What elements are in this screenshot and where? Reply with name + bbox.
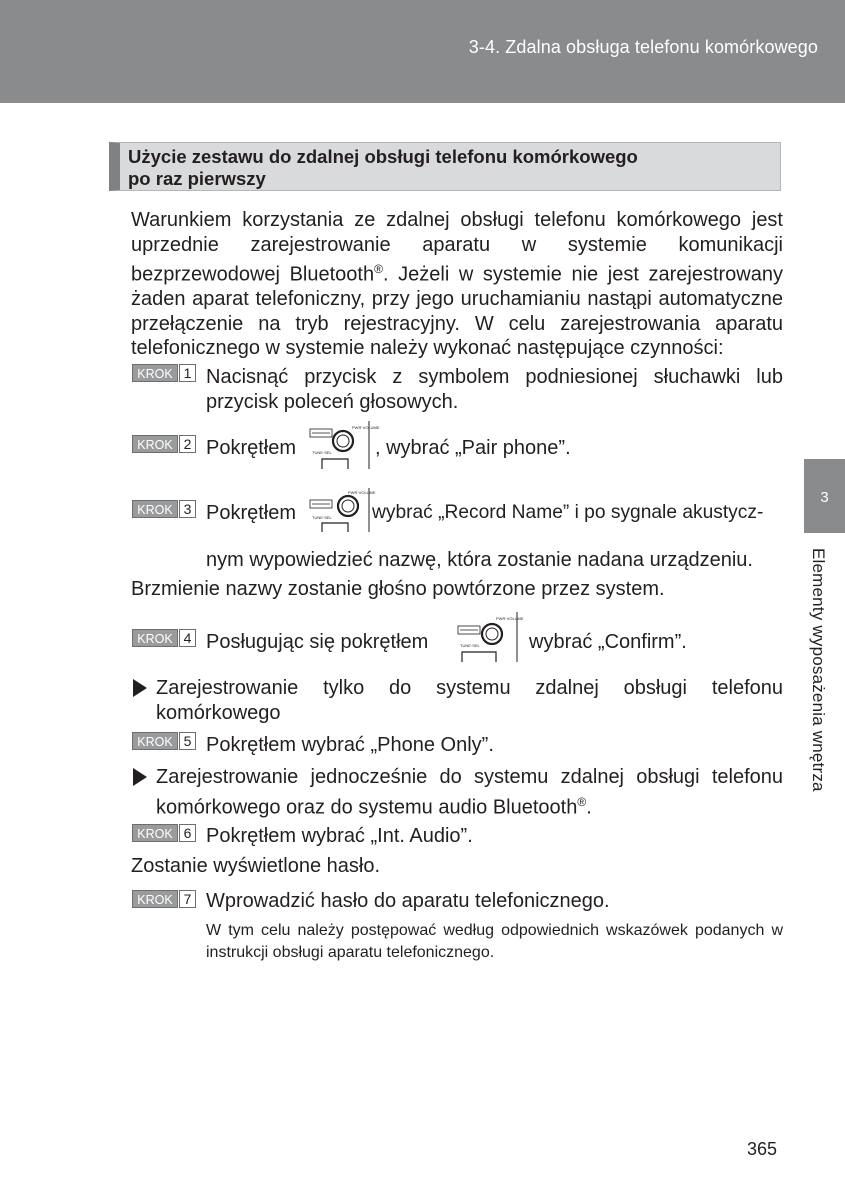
- step-3-text-before: Pokrętłem: [206, 502, 297, 524]
- krok-label: KROK: [132, 824, 178, 842]
- registered-mark: ®: [577, 794, 587, 809]
- section-title: 3-4. Zdalna obsługa telefonu komórkowego: [468, 37, 818, 57]
- heading-title: Użycie zestawu do zdalnej obsługi telefonu komórkowego po raz pierwszy: [128, 146, 638, 189]
- tune-knob-icon: [308, 421, 380, 471]
- bullet-2-text-1: Zarejestrowanie jednocześnie do systemu zdalnej obsługi telefonu komórkowego oraz do systemu audio Bluetooth: [156, 766, 783, 819]
- step-2-text-after: , wybrać „Pair phone”.: [375, 437, 571, 459]
- krok-label: KROK: [132, 364, 178, 382]
- step-7-text: Wprowadzić hasło do aparatu telefonicznego.: [206, 890, 610, 912]
- krok-badge-3: [132, 500, 196, 518]
- krok-label: KROK: [132, 732, 178, 750]
- svg-text:TUNE·SEL: TUNE·SEL: [312, 515, 332, 520]
- tune-knob-icon: [308, 488, 376, 533]
- step-1-text: Nacisnąć przycisk z symbolem podniesionej słuchawki lub przycisk poleceń głosowych.: [206, 366, 783, 413]
- krok-number: 2: [179, 435, 196, 453]
- intro-paragraph: [131, 208, 783, 361]
- krok-badge-5: [132, 732, 196, 750]
- tune-knob-icon: [456, 612, 524, 664]
- svg-text:PWR·VOLUME: PWR·VOLUME: [496, 616, 524, 621]
- krok-label: KROK: [132, 500, 178, 518]
- bullet-2-text-2: .: [586, 796, 592, 819]
- krok-number: 7: [179, 890, 196, 908]
- krok-badge-4: [132, 629, 196, 647]
- krok-number: 3: [179, 500, 196, 518]
- step-5-text: Pokrętłem wybrać „Phone Only”.: [206, 734, 494, 756]
- krok-number: 6: [179, 824, 196, 842]
- intro-text-1: Warunkiem korzystania ze zdalnej obsługi telefonu komórkowego jest uprzednie zarejestrowanie aparatu w systemie komunikacji bezprzewodowej Bluetooth: [131, 209, 783, 286]
- intro-text-2: . Jeżeli w systemie nie jest zarejestrowany żaden aparat telefoniczny, przy jego uruchamianiu nastąpi automatyczne przełączenie na tryb rejestracyjny. W celu zarejestrowania aparatu telefonicznego w systemie należy wykonać następujące czynności:: [131, 263, 783, 360]
- krok-label: KROK: [132, 890, 178, 908]
- step-3-text-after: wybrać „Record Name” i po sygnale akustycz-: [372, 502, 764, 523]
- header-bar: [0, 0, 845, 103]
- krok-number: 5: [179, 732, 196, 750]
- svg-text:TUNE·SEL: TUNE·SEL: [312, 450, 332, 455]
- heading-box: [109, 142, 781, 191]
- step-2-text-before: Pokrętłem: [206, 437, 297, 459]
- krok-badge-1: [132, 364, 196, 382]
- bullet-1-text: Zarejestrowanie tylko do systemu zdalnej obsługi telefonu komórkowego: [156, 677, 783, 724]
- page-number: 365: [747, 1139, 778, 1159]
- chapter-tab: [804, 459, 845, 533]
- chapter-number: 3: [820, 489, 829, 506]
- after-step-3-text: Brzmienie nazwy zostanie głośno powtórzone przez system.: [131, 578, 665, 600]
- chapter-label: Elementy wyposażenia wnętrza: [809, 548, 828, 792]
- krok-label: KROK: [132, 629, 178, 647]
- krok-number: 4: [179, 629, 196, 647]
- after-step-6-text: Zostanie wyświetlone hasło.: [131, 855, 381, 877]
- krok-badge-6: [132, 824, 196, 842]
- krok-label: KROK: [132, 435, 178, 453]
- triangle-bullet-icon: [133, 768, 147, 786]
- krok-badge-7: [132, 890, 196, 908]
- step-4-text-after: wybrać „Confirm”.: [529, 631, 687, 653]
- step-4-text-before: Posługując się pokrętłem: [206, 631, 429, 653]
- triangle-bullet-icon: [133, 679, 147, 697]
- svg-text:PWR·VOLUME: PWR·VOLUME: [348, 490, 376, 495]
- svg-text:PWR·VOLUME: PWR·VOLUME: [352, 425, 380, 430]
- svg-text:TUNE·SEL: TUNE·SEL: [460, 643, 480, 648]
- step-7-note: W tym celu należy postępować według odpowiednich wskazówek podanych w instrukcji obsługi aparatu telefonicznego.: [206, 922, 783, 961]
- krok-badge-2: [132, 435, 196, 453]
- registered-mark: ®: [374, 262, 383, 276]
- bullet-2-text: [156, 765, 783, 820]
- step-3-continuation: nym wypowiedzieć nazwę, która zostanie nadana urządzeniu.: [206, 549, 753, 571]
- step-6-text: Pokrętłem wybrać „Int. Audio”.: [206, 825, 473, 847]
- krok-number: 1: [179, 364, 196, 382]
